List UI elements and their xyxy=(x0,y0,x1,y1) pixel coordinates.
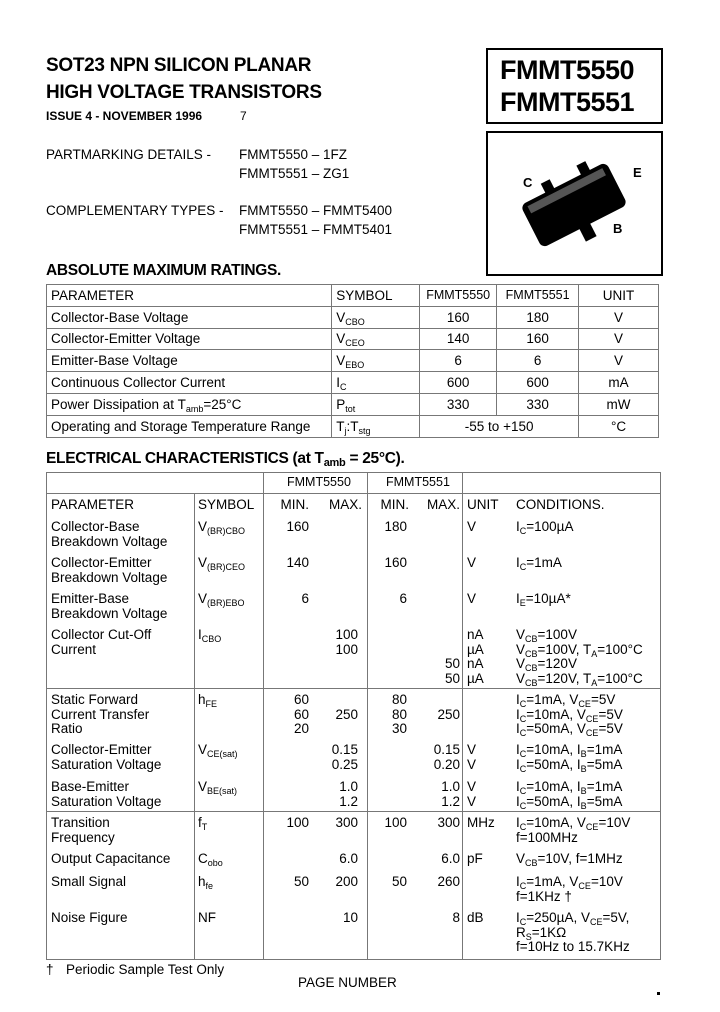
ec-symbol: $I_{CBO}$ xyxy=(198,627,222,644)
amr-value: -55 to +150 xyxy=(420,415,579,437)
ec-condition: $V_{CB}=10V$, f=1MHz xyxy=(516,851,623,868)
ec-unit: V xyxy=(467,519,477,534)
ec-condition: $I_C=100\mu A$ xyxy=(516,519,574,536)
ec-unit: V xyxy=(467,793,477,809)
ec-condition: $R_S=1K\Omega$ xyxy=(516,924,567,942)
ec-row-divider xyxy=(47,811,660,812)
ec-min-5551: 6 xyxy=(399,591,407,606)
ec-condition: $I_C=10mA$, $V_{CE}=10V$ xyxy=(516,815,631,832)
ec-header-min-5550: MIN. xyxy=(280,497,309,512)
amr-value-5551: 330 xyxy=(497,393,579,415)
ec-symbol: $V_{(BR)CBO}$ xyxy=(198,519,246,536)
ec-header-symbol: SYMBOL xyxy=(198,497,255,512)
part-number-2: FMMT5551 xyxy=(500,87,635,117)
ec-unit: V xyxy=(467,591,477,606)
ec-parameter: Noise Figure xyxy=(51,910,128,925)
ec-min-5550: 160 xyxy=(286,519,309,534)
ec-parameter: Output Capacitance xyxy=(51,851,171,866)
dot-mark xyxy=(657,992,660,995)
ec-min-5550: 20 xyxy=(293,721,309,736)
amr-parameter: Collector-Emitter Voltage xyxy=(47,328,332,350)
ec-symbol: $V_{BE(sat)}$ xyxy=(198,779,238,796)
ec-min-5551: 180 xyxy=(384,519,407,534)
page-number: PAGE NUMBER xyxy=(298,975,397,990)
ec-max-5550: 250 xyxy=(335,706,358,722)
amr-unit: mA xyxy=(579,372,659,394)
ec-parameter: Ratio xyxy=(51,721,83,736)
ec-min-5551: 50 xyxy=(391,874,407,889)
amr-row xyxy=(47,393,659,415)
ec-header-max-5551: MAX. xyxy=(426,497,460,512)
ec-condition: $V_{CB}=120V$ xyxy=(516,656,577,673)
ec-min-5551: 160 xyxy=(384,555,407,570)
ec-condition: $I_C=10mA$, $I_B=1mA$ xyxy=(516,742,623,759)
amr-col-header: UNIT xyxy=(579,285,659,307)
amr-unit: V xyxy=(579,350,659,372)
amr-col-header: SYMBOL xyxy=(332,285,420,307)
amr-header-row xyxy=(47,285,659,307)
amr-symbol: $P_{tot}$ xyxy=(332,393,420,415)
ec-condition: $I_C=1mA$ xyxy=(516,555,562,572)
ec-condition: $I_C=1mA$, $V_{CE}=5V$ xyxy=(516,692,616,709)
ec-parameter: Base-Emitter xyxy=(51,779,130,794)
ec-column-divider xyxy=(462,473,463,959)
amr-unit: °C xyxy=(579,415,659,437)
ec-column-divider xyxy=(194,493,195,959)
pin-c-label: C xyxy=(523,175,533,190)
ec-max-5550: 100 xyxy=(335,627,358,642)
ec-parameter: Breakdown Voltage xyxy=(51,605,168,621)
title-line-2: HIGH VOLTAGE TRANSISTORS xyxy=(46,82,322,103)
ec-max-5551: 8 xyxy=(452,910,460,925)
ec-parameter: Saturation Voltage xyxy=(51,756,162,772)
amr-parameter: Collector-Base Voltage xyxy=(47,306,332,328)
amr-symbol: $V_{CEO}$ xyxy=(332,328,420,350)
ec-condition: $I_C=250\mu A$, $V_{CE}=5V$, xyxy=(516,910,630,927)
ec-unit: V xyxy=(467,779,477,794)
ec-condition: $I_C=50mA$, $V_{CE}=5V$ xyxy=(516,721,623,738)
ec-max-5550: 6.0 xyxy=(339,851,358,866)
package-box xyxy=(486,131,663,276)
ec-parameter: Frequency xyxy=(51,829,115,845)
amr-table xyxy=(46,284,659,438)
ec-unit: MHz xyxy=(467,815,495,830)
amr-symbol: $V_{EBO}$ xyxy=(332,350,420,372)
amr-row xyxy=(47,350,659,372)
ec-min-5550: 140 xyxy=(286,555,309,570)
ec-max-5550: 0.15 xyxy=(331,742,358,757)
ec-unit: dB xyxy=(467,910,484,925)
ec-group-5550: FMMT5550 xyxy=(287,475,351,489)
amr-col-header: PARAMETER xyxy=(47,285,332,307)
partmarking-2: FMMT5551 – ZG1 xyxy=(239,166,350,181)
amr-row xyxy=(47,372,659,394)
ec-condition: f=1KHz † xyxy=(516,888,572,904)
ec-min-5551: 80 xyxy=(391,706,407,722)
ec-symbol: $V_{(BR)EBO}$ xyxy=(198,591,245,608)
amr-value-5550: 140 xyxy=(420,328,497,350)
ec-parameter: Collector-Base xyxy=(51,519,140,534)
ec-max-5550: 1.2 xyxy=(339,793,358,809)
amr-value-5551: 160 xyxy=(497,328,579,350)
ec-condition: $I_C=10mA$, $I_B=1mA$ xyxy=(516,779,623,796)
ec-table xyxy=(46,472,661,960)
amr-row xyxy=(47,328,659,350)
ec-max-5551: 0.20 xyxy=(433,756,460,772)
ec-symbol: NF xyxy=(198,910,216,925)
amr-parameter: Operating and Storage Temperature Range xyxy=(47,415,332,437)
ec-condition: $I_C=50mA$, $I_B=5mA$ xyxy=(516,756,623,774)
amr-symbol: $V_{CBO}$ xyxy=(332,306,420,328)
ec-header-divider xyxy=(47,493,660,494)
ec-header-conditions: CONDITIONS. xyxy=(516,497,605,512)
ec-header-parameter: PARAMETER xyxy=(51,497,135,512)
ec-max-5550: 100 xyxy=(335,641,358,657)
amr-col-header: FMMT5551 xyxy=(497,285,579,307)
amr-unit: mW xyxy=(579,393,659,415)
ec-min-5550: 100 xyxy=(286,815,309,830)
ec-header-unit: UNIT xyxy=(467,497,499,512)
amr-value-5550: 6 xyxy=(420,350,497,372)
ec-unit: nA xyxy=(467,627,484,642)
ec-parameter: Saturation Voltage xyxy=(51,793,162,809)
amr-value-5551: 600 xyxy=(497,372,579,394)
amr-value-5550: 600 xyxy=(420,372,497,394)
complementary-label: COMPLEMENTARY TYPES - xyxy=(46,203,224,218)
ec-condition: $V_{CB}=100V$, $T_A=100^\circ C$ xyxy=(516,641,643,659)
ec-max-5550: 300 xyxy=(335,815,358,830)
ec-parameter: Current Transfer xyxy=(51,706,150,722)
ec-max-5551: 300 xyxy=(437,815,460,830)
ec-min-5551: 100 xyxy=(384,815,407,830)
amr-heading: ABSOLUTE MAXIMUM RATINGS. xyxy=(46,262,282,279)
amr-unit: V xyxy=(579,328,659,350)
pin-b-label: B xyxy=(613,221,623,236)
ec-symbol: $V_{CE(sat)}$ xyxy=(198,742,238,759)
ec-max-5551: 0.15 xyxy=(433,742,460,757)
ec-condition: $I_C=10mA$, $V_{CE}=5V$ xyxy=(516,706,623,724)
ec-unit: V xyxy=(467,756,477,772)
ec-unit: V xyxy=(467,555,477,570)
issue-date: ISSUE 4 - NOVEMBER 1996 xyxy=(46,109,203,123)
ec-min-5550: 60 xyxy=(293,706,309,722)
sot23-package-icon xyxy=(488,133,661,274)
ec-header-min-5551: MIN. xyxy=(380,497,409,512)
ec-max-5551: 50 xyxy=(444,670,460,686)
amr-value-5551: 6 xyxy=(497,350,579,372)
ec-heading: ELECTRICAL CHARACTERISTICS (at $T_{amb} = 25^\circ C$). xyxy=(46,450,405,469)
ec-header-max-5550: MAX. xyxy=(328,497,362,512)
amr-parameter: Emitter-Base Voltage xyxy=(47,350,332,372)
footnote-mark: † xyxy=(46,962,54,977)
ec-min-5550: 6 xyxy=(301,591,309,606)
complementary-1: FMMT5550 – FMMT5400 xyxy=(239,203,393,218)
ec-unit: pF xyxy=(467,851,483,866)
ec-condition: $I_E=10\mu A*$ xyxy=(516,591,571,608)
ec-condition: f=10Hz to 15.7KHz xyxy=(516,939,630,954)
ec-parameter: Collector Cut-Off xyxy=(51,627,152,642)
ec-unit: V xyxy=(467,742,477,757)
footnote: Periodic Sample Test Only xyxy=(66,962,225,977)
ec-unit: nA xyxy=(467,656,484,671)
ec-column-divider xyxy=(263,473,264,959)
amr-value-5550: 160 xyxy=(420,306,497,328)
amr-row xyxy=(47,306,659,328)
ec-max-5550: 200 xyxy=(335,874,358,889)
ec-parameter: Emitter-Base xyxy=(51,591,130,606)
amr-symbol: $T_j:T_{stg}$ xyxy=(332,415,420,437)
ec-parameter: Collector-Emitter xyxy=(51,555,152,570)
ec-parameter: Small Signal xyxy=(51,874,127,889)
pin-e-label: E xyxy=(633,165,642,180)
ec-max-5550: 0.25 xyxy=(331,756,358,772)
ec-row-divider xyxy=(47,688,660,689)
ec-parameter: Breakdown Voltage xyxy=(51,569,168,585)
ec-condition: $V_{CB}=100V$ xyxy=(516,627,577,644)
ec-unit: µA xyxy=(467,641,484,657)
ec-max-5550: 1.0 xyxy=(339,779,358,794)
part-number-1: FMMT5550 xyxy=(500,55,635,85)
ec-min-5550: 50 xyxy=(293,874,309,889)
ec-unit: µA xyxy=(467,670,484,686)
ec-column-divider xyxy=(367,473,368,959)
partmarking-1: FMMT5550 – 1FZ xyxy=(239,147,348,162)
ec-condition: $V_{CB}=120V$, $T_A=100^\circ C$ xyxy=(516,670,643,688)
ec-condition: f=100MHz xyxy=(516,829,578,845)
ec-symbol: $f_T$ xyxy=(198,815,208,832)
complementary-2: FMMT5551 – FMMT5401 xyxy=(239,222,393,237)
amr-parameter: Power Dissipation at $T_{amb}=25^\circ C$ xyxy=(47,393,332,415)
ec-min-5551: 30 xyxy=(391,721,407,736)
partmarking-label: PARTMARKING DETAILS - xyxy=(46,147,212,162)
amr-symbol: $I_C$ xyxy=(332,372,420,394)
amr-value-5551: 180 xyxy=(497,306,579,328)
ec-condition: $I_C=1mA$, $V_{CE}=10V$ xyxy=(516,874,623,891)
ec-symbol: $V_{(BR)CEO}$ xyxy=(198,555,246,572)
amr-parameter: Continuous Collector Current xyxy=(47,372,332,394)
ec-parameter: Breakdown Voltage xyxy=(51,533,168,549)
ec-max-5551: 1.2 xyxy=(441,793,460,809)
amr-row xyxy=(47,415,659,437)
issue-mark: 7 xyxy=(240,109,247,123)
title-line-1: SOT23 NPN SILICON PLANAR xyxy=(46,55,312,76)
ec-min-5551: 80 xyxy=(391,692,407,707)
ec-max-5551: 260 xyxy=(437,874,460,889)
ec-min-5550: 60 xyxy=(293,692,309,707)
ec-max-5551: 6.0 xyxy=(441,851,460,866)
ec-symbol: $h_{fe}$ xyxy=(198,874,214,891)
amr-value-5550: 330 xyxy=(420,393,497,415)
ec-symbol: $C_{obo}$ xyxy=(198,851,223,868)
ec-max-5551: 50 xyxy=(444,656,460,671)
ec-group-5551: FMMT5551 xyxy=(386,475,450,489)
ec-max-5551: 250 xyxy=(437,706,460,722)
part-number-box xyxy=(486,48,663,124)
ec-parameter: Transition xyxy=(51,815,110,830)
ec-condition: $I_C=50mA$, $I_B=5mA$ xyxy=(516,793,623,811)
ec-max-5551: 1.0 xyxy=(441,779,460,794)
ec-parameter: Current xyxy=(51,641,97,657)
ec-symbol: $h_{FE}$ xyxy=(198,692,218,709)
ec-parameter: Collector-Emitter xyxy=(51,742,152,757)
amr-col-header: FMMT5550 xyxy=(420,285,497,307)
ec-max-5550: 10 xyxy=(342,910,358,925)
ec-parameter: Static Forward xyxy=(51,692,139,707)
amr-unit: V xyxy=(579,306,659,328)
